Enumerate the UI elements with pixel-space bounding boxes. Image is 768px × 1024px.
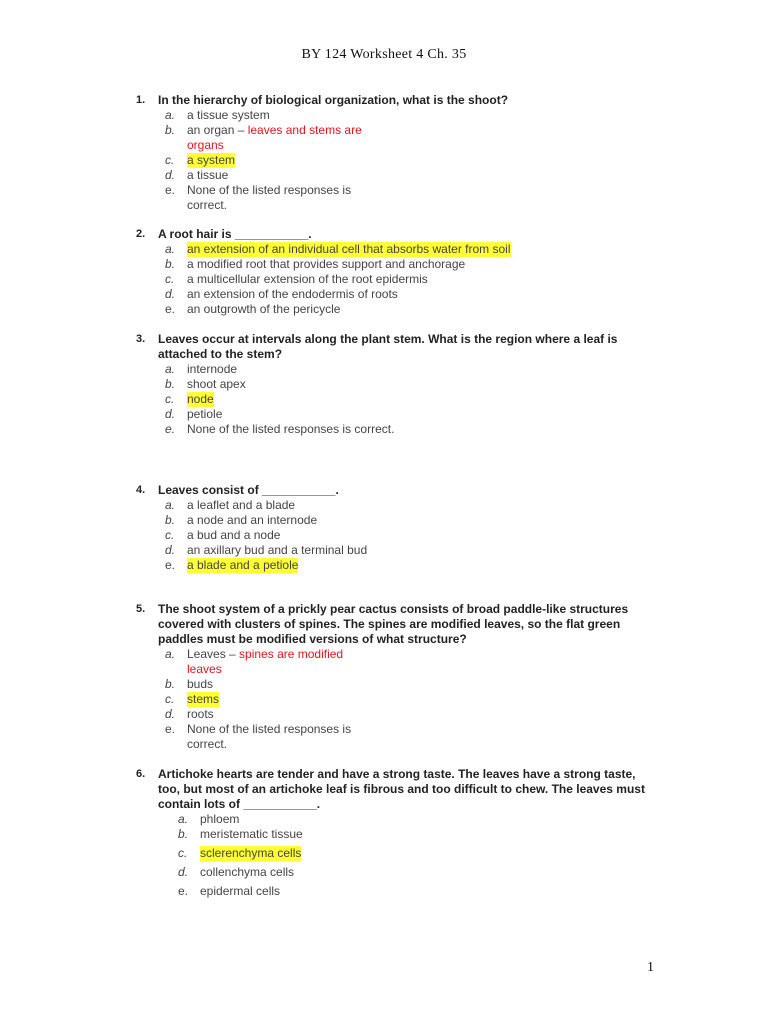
question-text: Artichoke hearts are tender and have a strong taste. The leaves have a strong taste, too, but most of an artichoke leaf is fibrous and too difficult to chew. The leaves must contain lots of ___________.	[158, 767, 645, 811]
question-text: Leaves occur at intervals along the plant stem. What is the region where a leaf is attached to the stem?	[158, 332, 618, 361]
option-e: e. None of the listed responses is correct.	[165, 422, 395, 436]
option-a: a. phloem	[178, 812, 240, 826]
option-c: c. stems	[165, 692, 220, 706]
option-a: a. Leaves – spines are modified leaves	[165, 647, 344, 676]
option-e: e. None of the listed responses is correct.	[165, 722, 352, 751]
option-d: d. an extension of the endodermis of roots	[165, 287, 398, 301]
question-number: 2.	[136, 228, 146, 240]
page-number: 1	[647, 960, 654, 975]
question-number: 6.	[136, 768, 146, 780]
option-e: e. epidermal cells	[178, 884, 281, 898]
question-number: 3.	[136, 333, 146, 345]
option-b: b. meristematic tissue	[178, 827, 303, 841]
option-b: b. buds	[165, 677, 214, 691]
highlighted-answer: stems	[187, 692, 220, 706]
option-a: a. a leaflet and a blade	[165, 498, 296, 512]
answer-note: spines are modified leaves	[187, 647, 344, 676]
option-c: c. node	[165, 392, 214, 406]
answer-note: leaves and stems are organs	[187, 123, 362, 152]
question-2	[136, 227, 656, 317]
question-number: 4.	[136, 484, 146, 496]
question-text: Leaves consist of ___________.	[158, 483, 339, 497]
option-b: b. a node and an internode	[165, 513, 318, 527]
option-b: b. shoot apex	[165, 377, 246, 391]
option-d: d. an axillary bud and a terminal bud	[165, 543, 368, 557]
question-1	[136, 93, 656, 213]
highlighted-answer: a blade and a petiole	[187, 558, 299, 572]
option-c: c. a system	[165, 153, 236, 167]
highlighted-answer: node	[187, 392, 214, 406]
highlighted-answer: an extension of an individual cell that absorbs water from soil	[187, 242, 511, 256]
question-text: The shoot system of a prickly pear cactus consists of broad paddle-like structures covered with clusters of spines. The spines are modified leaves, so the flat green paddles must be modified versions of what structure?	[158, 602, 629, 646]
option-e: e. a blade and a petiole	[165, 558, 299, 572]
highlighted-answer: a system	[187, 153, 236, 167]
option-d: d. petiole	[165, 407, 223, 421]
question-text: A root hair is ___________.	[158, 227, 312, 241]
question-number: 1.	[136, 94, 146, 106]
option-a: a. an extension of an individual cell that absorbs water from soil	[165, 242, 511, 256]
option-d: d. roots	[165, 707, 214, 721]
option-a: a. internode	[165, 362, 238, 376]
option-e: e. None of the listed responses is correct.	[165, 183, 352, 212]
page-title: BY 124 Worksheet 4 Ch. 35	[301, 47, 467, 62]
option-e: e. an outgrowth of the pericycle	[165, 302, 341, 316]
question-6	[136, 767, 656, 899]
option-a: a. a tissue system	[165, 108, 270, 122]
question-4	[136, 483, 656, 573]
option-d: d. collenchyma cells	[178, 865, 295, 879]
option-c: c. a bud and a node	[165, 528, 281, 542]
option-c: c. sclerenchyma cells	[178, 846, 302, 860]
highlighted-answer: sclerenchyma cells	[200, 846, 302, 860]
question-number: 5.	[136, 603, 146, 615]
option-c: c. a multicellular extension of the root epidermis	[165, 272, 428, 286]
question-5	[136, 602, 656, 752]
option-b: b. a modified root that provides support and anchorage	[165, 257, 466, 271]
question-text: In the hierarchy of biological organization, what is the shoot?	[158, 93, 509, 107]
question-3	[136, 332, 656, 437]
option-b: b. an organ – leaves and stems are organs	[165, 123, 362, 152]
option-d: d. a tissue	[165, 168, 229, 182]
